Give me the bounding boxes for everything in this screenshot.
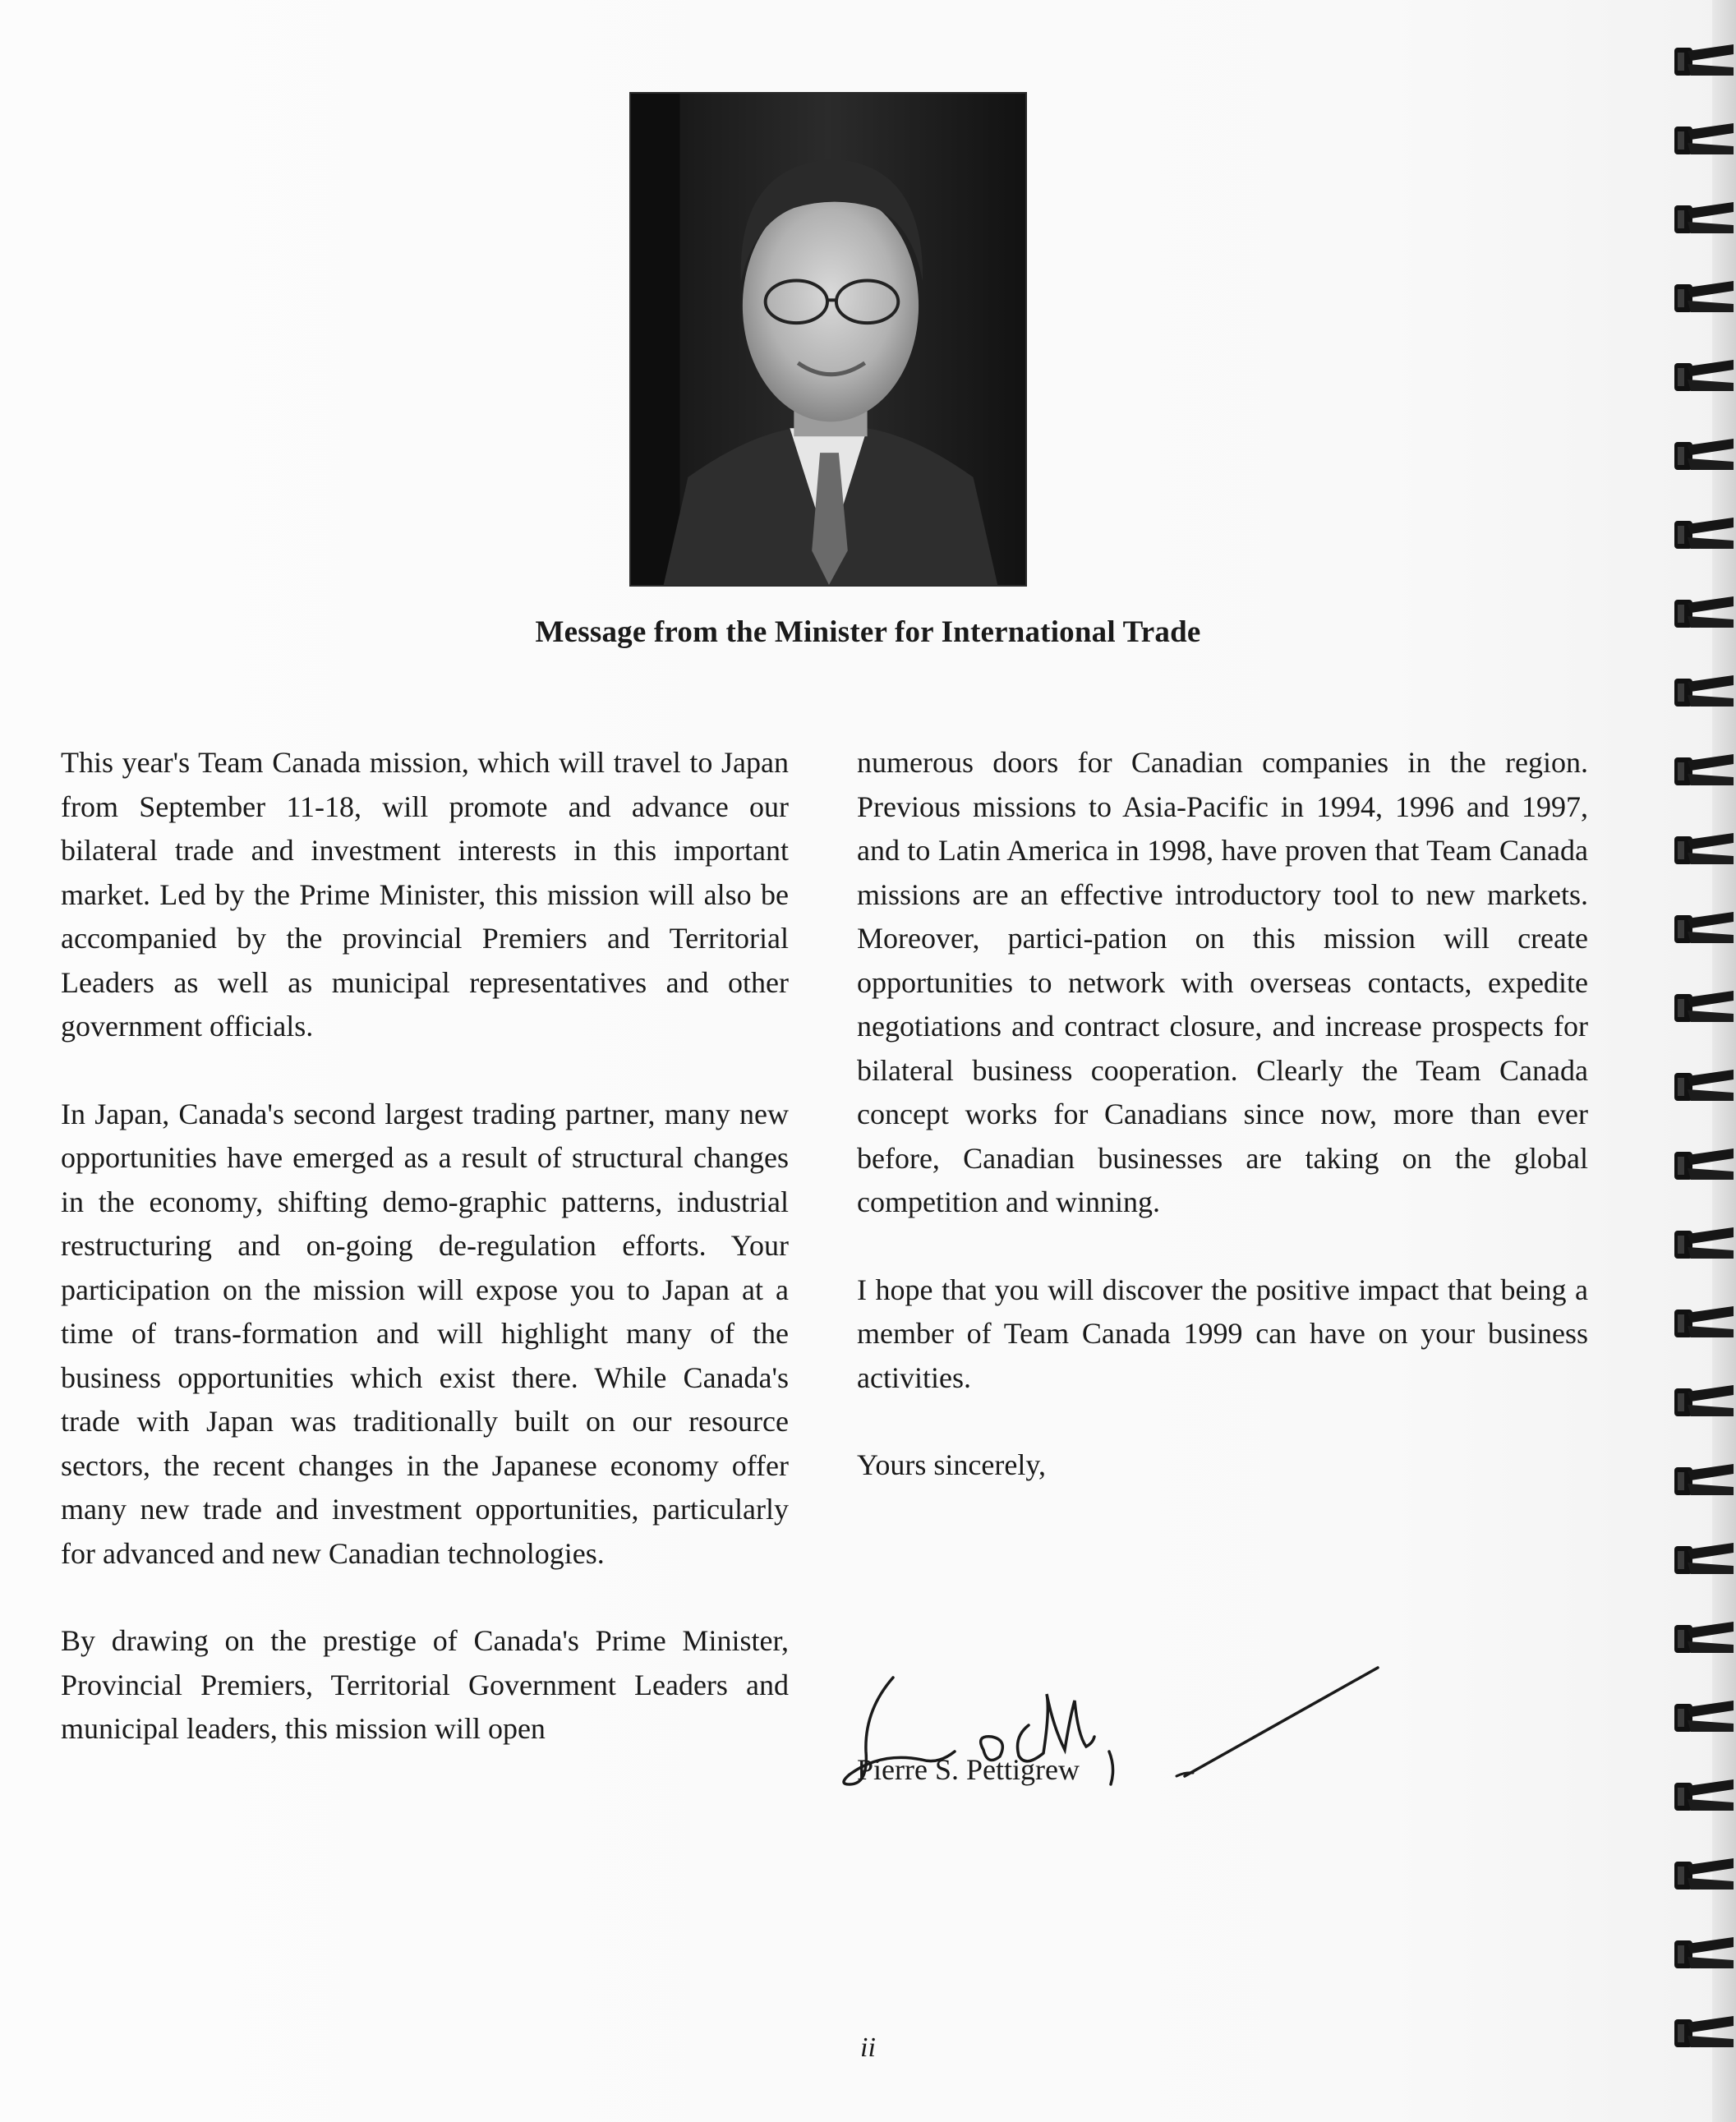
binding-coil: [1673, 831, 1735, 869]
binding-coil: [1673, 516, 1735, 554]
binding-coil: [1673, 989, 1735, 1027]
binding-coil: [1673, 595, 1735, 633]
binding-coil: [1673, 1462, 1735, 1500]
binding-coil: [1673, 1857, 1735, 1894]
closing-salutation: Yours sincerely,: [857, 1448, 1046, 1481]
right-column: [857, 741, 1588, 1531]
binding-coil: [1673, 1305, 1735, 1342]
binding-coil: [1673, 753, 1735, 790]
left-column: [61, 741, 789, 1795]
paragraph: I hope that you will discover the positive impact that being a member of Team Canada 1999 can have on your business activities.: [857, 1273, 1588, 1394]
binding-coil: [1673, 358, 1735, 396]
handwritten-signature: [831, 1661, 1390, 1825]
binding-coil: [1673, 43, 1735, 81]
paragraph: In Japan, Canada's second largest trading partner, many new opportunities have emerged as a result of structural changes in the economy, shifting demo-graphic patterns, industrial restructuring and on-going de-regulation efforts. Your participation on the mission will expose you to Japan at a time of trans-formation and will highlight many of the business opportunities which exist there. While Canada's trade with Japan was traditionally built on our resource sectors, the recent changes in the Japanese economy offer many new trade and investment opportunities, particularly for advanced and new Canadian technologies.: [61, 1097, 789, 1570]
binding-coil: [1673, 200, 1735, 238]
page-title: Message from the Minister for International Trade: [535, 615, 1201, 649]
binding-coil: [1673, 1383, 1735, 1421]
portrait-image: [631, 94, 1025, 585]
binding-coil: [1673, 1620, 1735, 1658]
binding-coil: [1673, 437, 1735, 475]
binding-coil: [1673, 1147, 1735, 1185]
binding-coil: [1673, 279, 1735, 317]
binding-coil: [1673, 910, 1735, 948]
binding-coil: [1673, 1699, 1735, 1737]
binding-coil: [1673, 674, 1735, 711]
binding-coil: [1673, 1936, 1735, 1973]
binding-coil: [1673, 1541, 1735, 1579]
binding-coil: [1673, 2014, 1735, 2052]
paragraph: This year's Team Canada mission, which will travel to Japan from September 11-18, will promote and advance our bilateral trade and investment interests in this important market. Led by the Prime Minister, this mission will also be accompanied by the provincial Premiers and Territorial Leaders as well as municipal representatives and other government officials.: [61, 746, 789, 1043]
binding-coil: [1673, 122, 1735, 159]
paragraph: By drawing on the prestige of Canada's Prime Minister, Provincial Premiers, Territorial Government Leaders and municipal leaders, this mission will open: [61, 1624, 789, 1745]
binding-coil: [1673, 1068, 1735, 1106]
signer-name: Pierre S. Pettigrew: [857, 1753, 1080, 1786]
binding-coil: [1673, 1778, 1735, 1816]
minister-portrait-photo: [629, 92, 1027, 587]
page-number: ii: [860, 2032, 876, 2063]
paragraph: numerous doors for Canadian companies in the region. Previous missions to Asia-Pacific in 1994, 1996 and 1997, and to Latin America in 1998, have proven that Team Canada missions are an effective introductory tool to new markets. Moreover, partici-pation on this mission will create opportunities to network with overseas contacts, expedite negotiations and contract closure, and increase prospects for bilateral business cooperation. Clearly the Team Canada concept works for Canadians since now, more than ever before, Canadian businesses are taking on the global competition and winning.: [857, 746, 1588, 1218]
binding-coil: [1673, 1226, 1735, 1264]
